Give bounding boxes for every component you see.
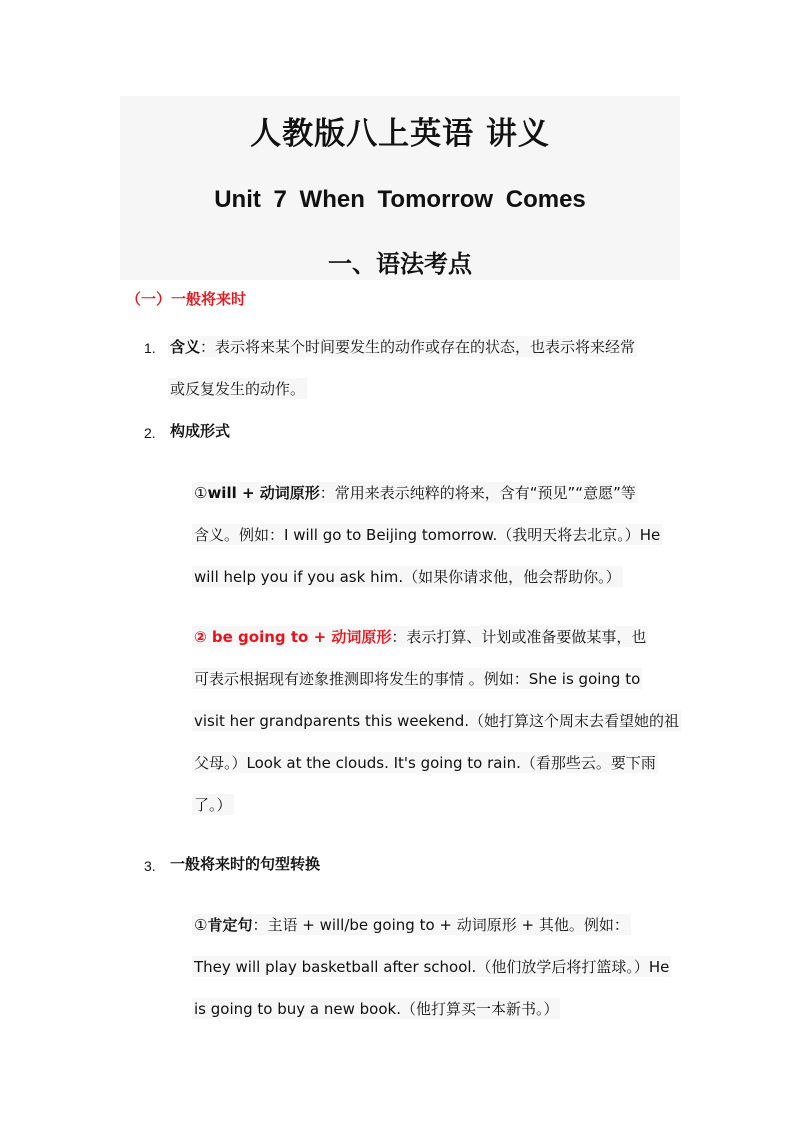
form1-line1 bbox=[192, 482, 638, 503]
form1-text: ：常用来表示纯粹的将来，含有“预见”“意愿”等 bbox=[319, 484, 636, 502]
unit-title: Unit 7 When Tomorrow Comes bbox=[214, 186, 586, 213]
form2-line5: 了。） bbox=[194, 796, 232, 814]
affirmative-line1 bbox=[192, 914, 631, 935]
list-number-3: 3. bbox=[144, 858, 156, 874]
form2-pattern: ② be going to + 动词原形 bbox=[194, 628, 392, 646]
affirmative-text: ：主语 + will/be going to + 动词原形 + 其他。例如： bbox=[252, 916, 629, 934]
item3-heading: 一般将来时的句型转换 bbox=[170, 855, 321, 873]
affirmative-term: 肯定句 bbox=[207, 916, 253, 934]
form1-line3: will help you if you ask him.（如果你请求他，他会帮助你。） bbox=[194, 568, 621, 586]
form1-pattern: will + 动词原形 bbox=[207, 484, 320, 502]
form1-line2: 含义。例如：I will go to Beijing tomorrow.（我明天将去北京。）He bbox=[194, 526, 661, 544]
item1-line1 bbox=[168, 336, 637, 357]
form2-line4: 父母。）Look at the clouds. It's going to rain.（看那些云。要下雨 bbox=[194, 754, 656, 772]
list-number-1: 1. bbox=[144, 340, 156, 356]
form1-prefix: ① bbox=[194, 484, 208, 502]
affirmative-line2: They will play basketball after school.（他们放学后将打篮球。）He bbox=[194, 958, 670, 976]
item1-term: 含义 bbox=[170, 338, 201, 356]
item1-line2: 或反复发生的动作。 bbox=[170, 380, 306, 398]
form2-line1 bbox=[192, 626, 648, 647]
form2-text: ：表示打算、计划或准备要做某事，也 bbox=[391, 628, 647, 646]
subsection-heading: （一）一般将来时 bbox=[126, 290, 247, 308]
list-number-2: 2. bbox=[144, 425, 156, 441]
form2-line3: visit her grandparents this weekend.（她打算这个周末去看望她的祖 bbox=[194, 712, 680, 730]
item2-heading: 构成形式 bbox=[170, 422, 231, 440]
section-title: 一、语法考点 bbox=[328, 250, 472, 278]
affirmative-line3: is going to buy a new book.（他打算买一本新书。） bbox=[194, 1000, 559, 1018]
form2-line2: 可表示根据现有迹象推测即将发生的事情 。例如：She is going to bbox=[194, 670, 641, 688]
page-title: 人教版八上英语 讲义 bbox=[250, 116, 550, 152]
affirmative-prefix: ① bbox=[194, 916, 208, 934]
item1-text: ：表示将来某个时间要发生的动作或存在的状态，也表示将来经常 bbox=[200, 338, 636, 356]
